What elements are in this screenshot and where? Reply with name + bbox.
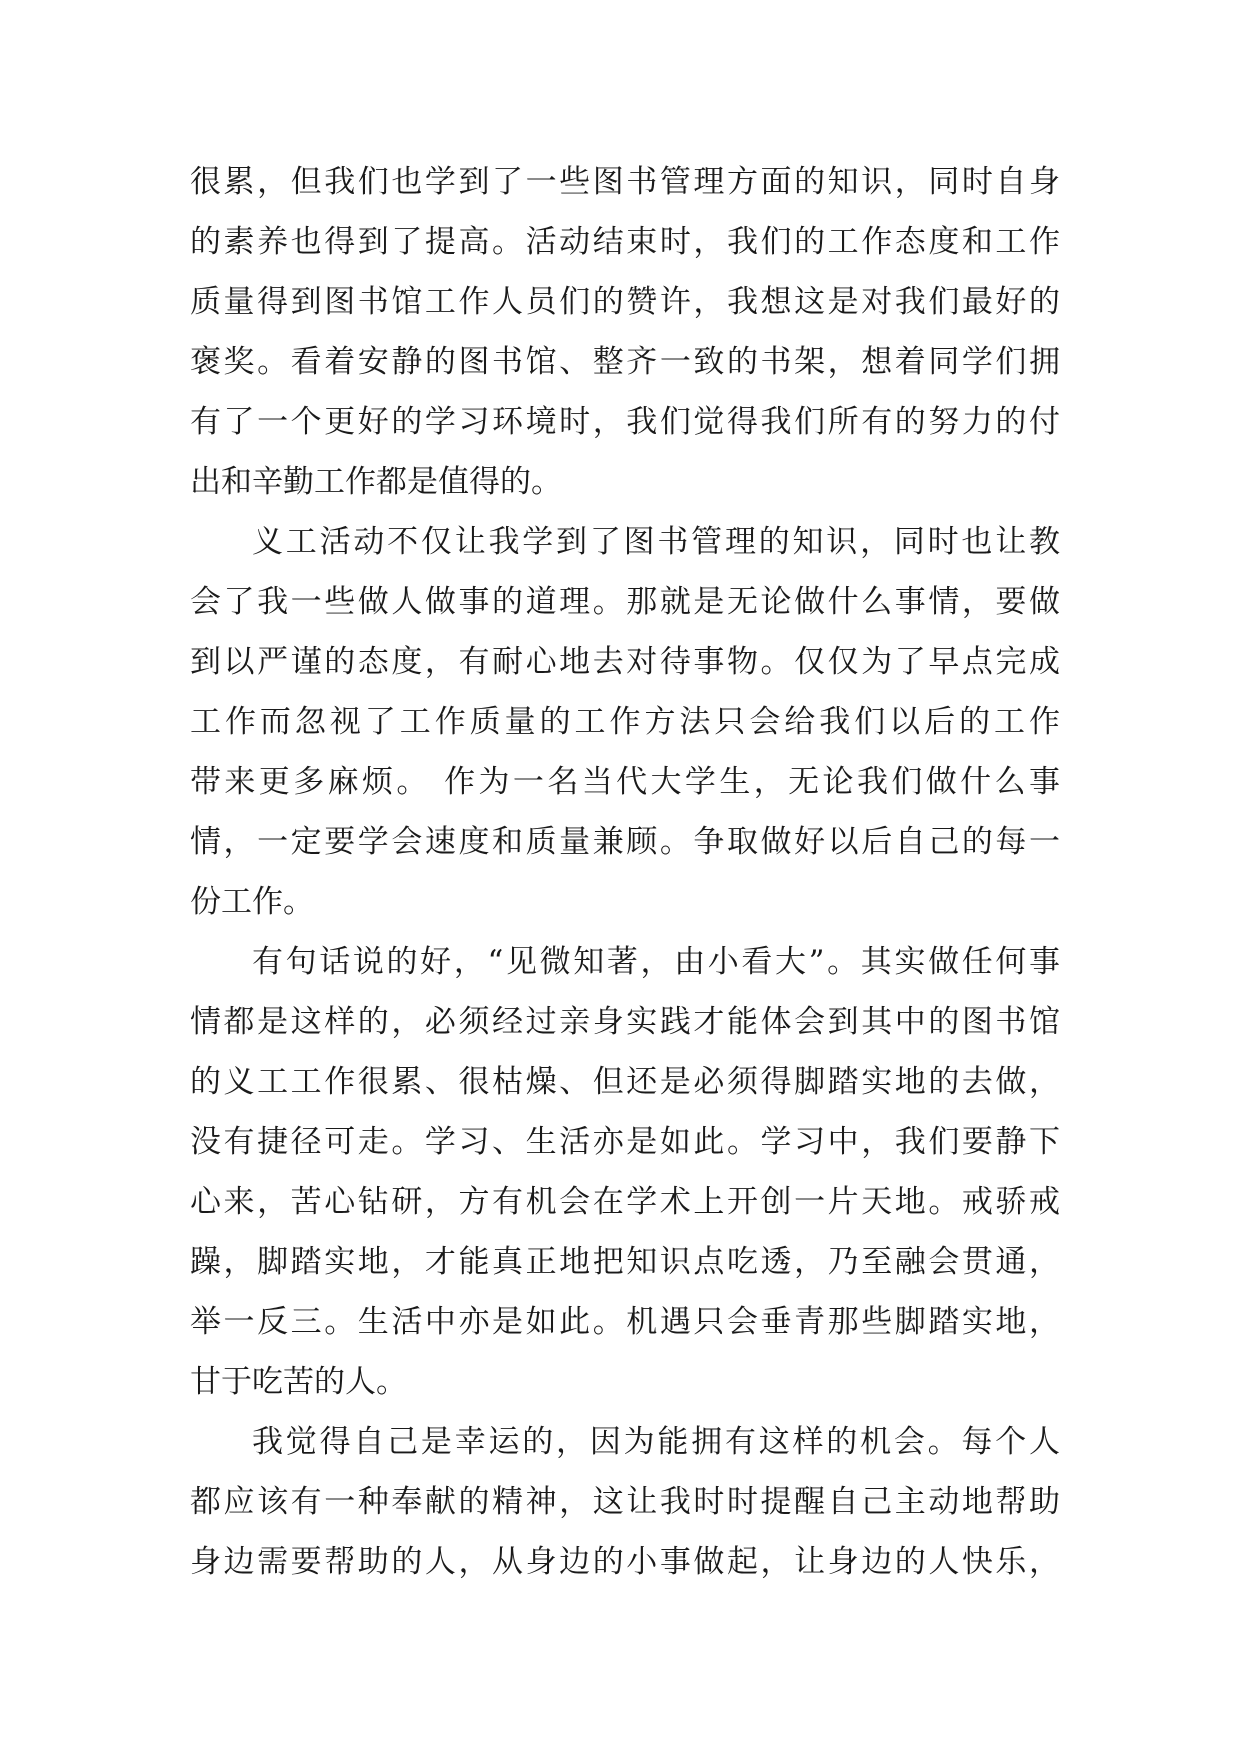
text-line: 义工活动不仅让我学到了图书管理的知识，同时也让教 — [252, 524, 1060, 560]
paragraph — [190, 932, 1060, 1412]
text-line: 的义工工作很累、很枯燥、但还是必须得脚踏实地的去做， — [190, 1064, 1060, 1100]
text-line: 带来更多麻烦。 作为一名当代大学生，无论我们做什么事 — [190, 764, 1060, 800]
text-line: 都应该有一种奉献的精神，这让我时时提醒自己主动地帮助 — [190, 1484, 1060, 1520]
text-line: 褒奖。看着安静的图书馆、整齐一致的书架，想着同学们拥 — [190, 344, 1060, 380]
paragraph — [190, 512, 1060, 932]
text-line: 躁，脚踏实地，才能真正地把知识点吃透，乃至融会贯通， — [190, 1244, 1060, 1280]
text-line: 心来，苦心钻研，方有机会在学术上开创一片天地。戒骄戒 — [190, 1184, 1060, 1220]
text-line: 会了我一些做人做事的道理。那就是无论做什么事情，要做 — [190, 584, 1060, 620]
paragraph — [190, 1412, 1060, 1592]
text-line: 没有捷径可走。学习、生活亦是如此。学习中，我们要静下 — [190, 1124, 1060, 1160]
text-line: 有句话说的好，“见微知著，由小看大”。其实做任何事 — [252, 944, 1060, 980]
paragraph — [190, 152, 1060, 512]
text-line: 出和辛勤工作都是值得的。 — [190, 464, 562, 500]
text-line: 到以严谨的态度，有耐心地去对待事物。仅仅为了早点完成 — [190, 644, 1060, 680]
text-line: 质量得到图书馆工作人员们的赞许，我想这是对我们最好的 — [190, 284, 1060, 320]
text-line: 工作而忽视了工作质量的工作方法只会给我们以后的工作 — [190, 704, 1060, 740]
text-line: 的素养也得到了提高。活动结束时，我们的工作态度和工作 — [190, 224, 1060, 260]
document-body — [190, 152, 1060, 1592]
text-line: 甘于吃苦的人。 — [190, 1364, 407, 1400]
text-line: 我觉得自己是幸运的，因为能拥有这样的机会。每个人 — [252, 1424, 1060, 1460]
text-line: 情，一定要学会速度和质量兼顾。争取做好以后自己的每一 — [190, 824, 1060, 860]
text-line: 举一反三。生活中亦是如此。机遇只会垂青那些脚踏实地， — [190, 1304, 1060, 1340]
text-line: 很累，但我们也学到了一些图书管理方面的知识，同时自身 — [190, 164, 1060, 200]
text-line: 情都是这样的，必须经过亲身实践才能体会到其中的图书馆 — [190, 1004, 1060, 1040]
text-line: 身边需要帮助的人，从身边的小事做起，让身边的人快乐， — [190, 1544, 1060, 1580]
text-line: 份工作。 — [190, 884, 314, 920]
text-line: 有了一个更好的学习环境时，我们觉得我们所有的努力的付 — [190, 404, 1060, 440]
